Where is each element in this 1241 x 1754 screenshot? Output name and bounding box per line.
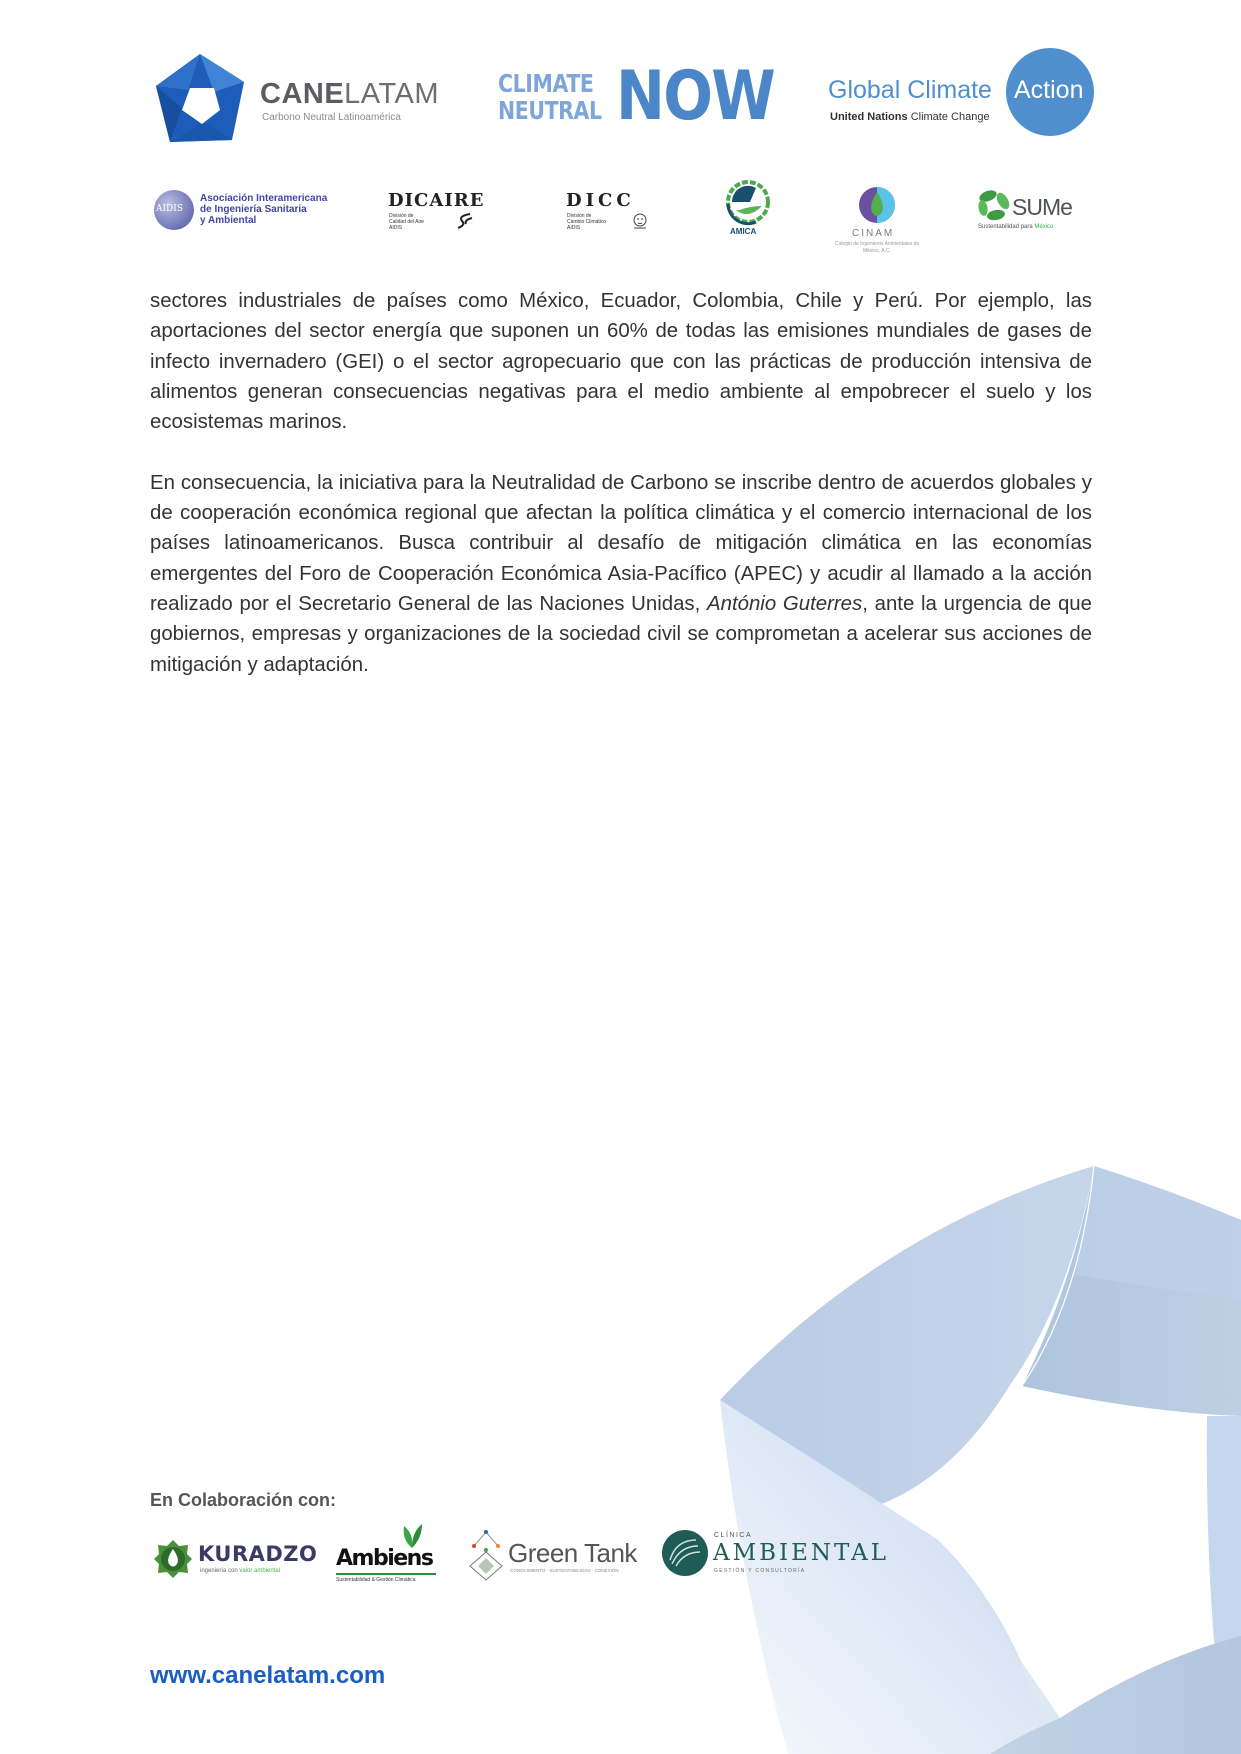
dicc-logo [566, 190, 652, 234]
green-tank-name: Green Tank [508, 1538, 637, 1568]
now-text: NOW [616, 57, 775, 136]
gca-action-text: Action [1014, 76, 1084, 104]
canelatam-tagline: Carbono Neutral Latinoamérica [262, 112, 401, 123]
amica-emblem-icon [726, 180, 770, 226]
water-drop-icon [858, 184, 896, 224]
cinam-sub: Colegio de Ingenieros Ambientales de México, A.C. [834, 241, 920, 254]
air-swirl-icon [454, 212, 474, 230]
green-tank-diamond-icon [468, 1530, 504, 1582]
sume-sub: Sustentabilidad para México [978, 224, 1054, 230]
collaboration-heading: En Colaboración con: [150, 1490, 337, 1510]
amica-logo [722, 180, 772, 242]
aidis-logo [154, 190, 328, 232]
clinica-name: AMBIENTAL [713, 1540, 890, 1566]
aidis-name: Asociación Interamericana de Ingeniería Sanitaria y Ambiental [200, 193, 328, 226]
website-link[interactable]: www.canelatam.com [150, 1662, 386, 1689]
green-tank-sub: CONOCIMIENTO · SUSTENTABILIDAD · CONEXIÓN [510, 1568, 619, 1573]
canelatam-wordmark: CANELATAM [260, 78, 440, 110]
kuradzo-sub: ingeniería con valor ambiental [200, 1568, 281, 1574]
clinica-sub: GESTIÓN Y CONSULTORÍA [714, 1568, 806, 1574]
cinam-name: CINAM [852, 228, 895, 239]
global-climate-action-logo [828, 48, 1088, 138]
amica-name: AMICA [730, 227, 757, 236]
ambiens-name: Ambiens [336, 1546, 433, 1571]
dicaire-name: DICAIRE [388, 190, 485, 211]
collaborator-logos [152, 1524, 892, 1588]
sume-logo [976, 188, 1086, 236]
leaf-icon [398, 1524, 426, 1548]
leaf-cycle-icon [976, 188, 1012, 222]
canelatam-logo [152, 52, 440, 148]
cinam-logo [832, 184, 922, 256]
kuradzo-drop-icon [154, 1540, 192, 1578]
paragraph-2: En consecuencia, la iniciativa para la Neutralidad de Carbono se inscribe dentro de acuerdos globales y de cooperación económica regional que afectan la política climática y el comercio internacional de los países latinoamericanos. Busca contribuir al desafío de mitigación climática en las economías emergentes del Foro de Cooperación Económica Asia-Pacífico (APEC) y acudir al llamado a la acción realizado por el Secretario General de las Naciones Unidas, António Guterres, ante la urgencia de que gobiernos, empresas y organizaciones de la sociedad civil se comprometan a acelerar sus acciones de mitigación y adaptación. [150, 471, 1092, 676]
ambiens-logo [336, 1524, 440, 1586]
climate-neutral-now-logo [498, 57, 775, 136]
ambiens-sub: Sustentabilidad & Gestión Climática [336, 1577, 416, 1583]
canelatam-pentagon-icon [152, 52, 248, 148]
kuradzo-name: KURADZO [198, 1542, 318, 1566]
gca-subtitle: United Nations Climate Change [830, 111, 990, 123]
green-tank-logo [468, 1530, 638, 1586]
paragraph-1: sectores industriales de países como México, Ecuador, Colombia, Chile y Perú. Por ejemplo, las aportaciones del sector energía que suponen un 60% de todas las emisiones mundiales de gases de infecto invernadero (GEI) o el sector agropecuario que con las prácticas de producción intensiva de alimentos generan consecuencias negativas para el medio ambiente al empobrecer el suelo y los ecosistemas marinos. [150, 290, 1092, 434]
dicc-sub: División de Cambio Climático AIDIS [567, 213, 607, 231]
globe-icon: AIDIS [154, 190, 194, 230]
sume-name: SUMe [1012, 194, 1072, 220]
wave-emblem-icon [662, 1530, 708, 1576]
climate-neutral-text: CLIMATE NEUTRAL [498, 69, 602, 125]
gca-title: Global Climate [828, 76, 992, 104]
clinica-ambiental-logo [662, 1530, 892, 1582]
dicc-name: DICC [566, 190, 635, 211]
dicaire-logo [388, 190, 484, 234]
document-body [150, 286, 1092, 680]
ambiens-underline [336, 1573, 436, 1575]
italic-name: António Guterres [707, 592, 863, 615]
kuradzo-logo [152, 1538, 318, 1582]
face-sketch-icon [630, 212, 650, 230]
dicaire-sub: División de Calidad del Aire AIDIS [389, 213, 425, 231]
clinica-top: CLÍNICA [714, 1532, 753, 1539]
